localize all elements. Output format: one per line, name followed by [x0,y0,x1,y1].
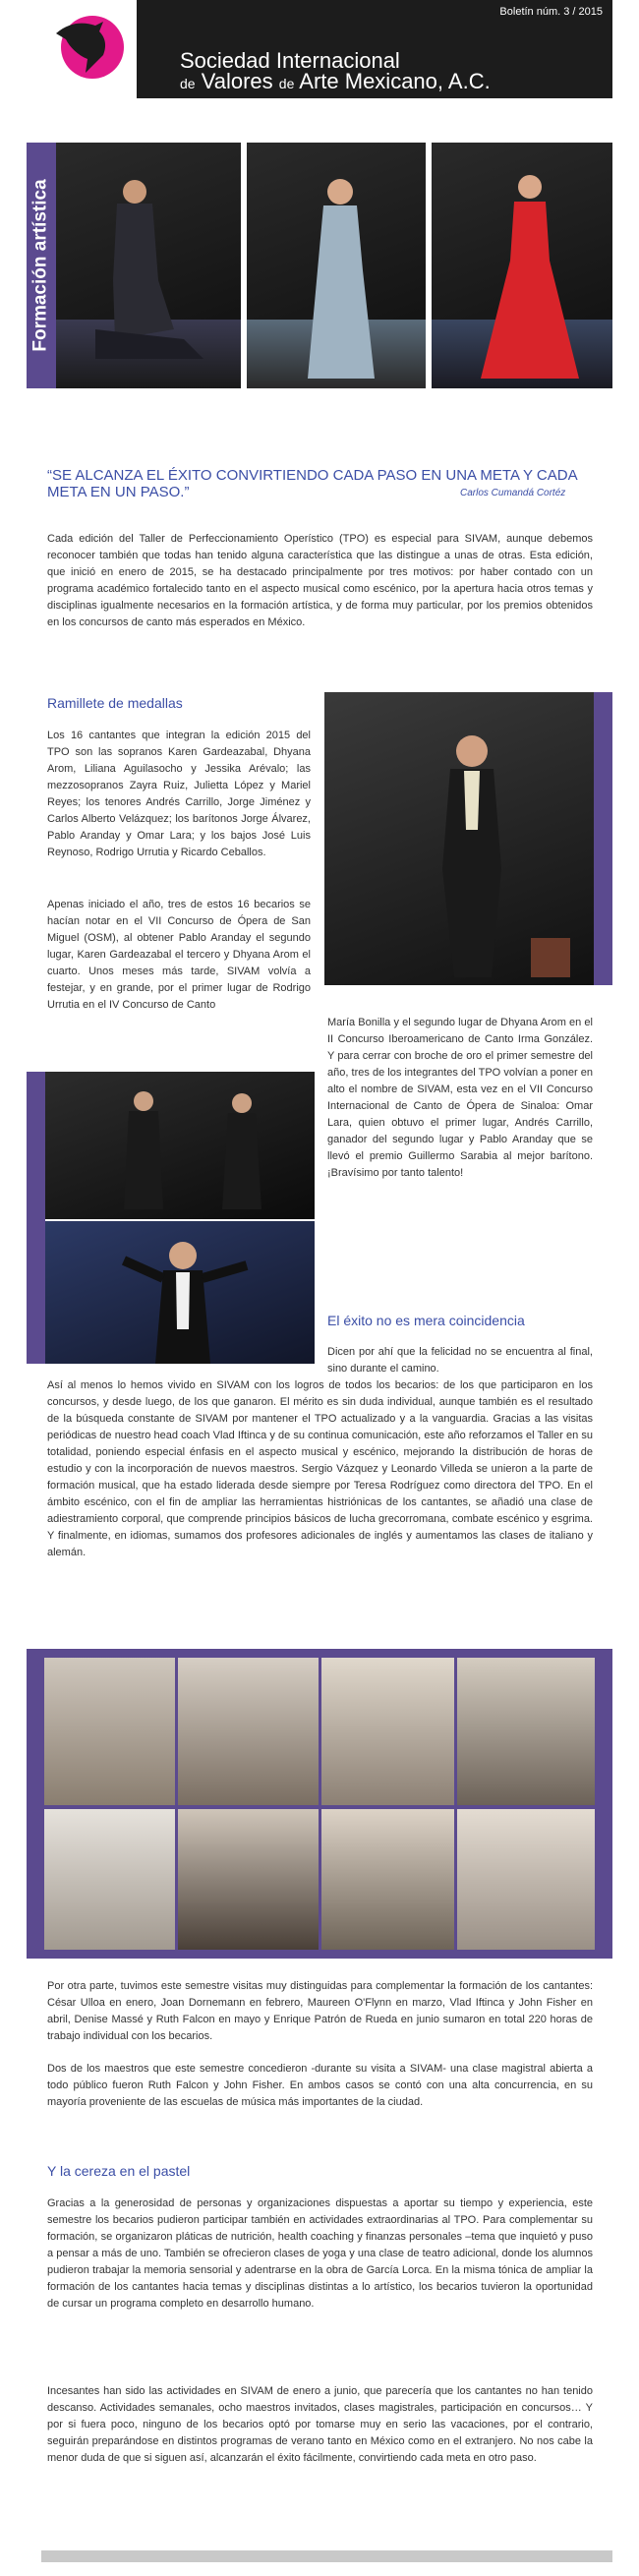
photo-class-8 [457,1809,595,1950]
bulletin-number: Boletín núm. 3 / 2015 [499,6,603,18]
photo-class-6 [178,1809,319,1950]
photo-class-7 [321,1809,454,1950]
quote-author: Carlos Cumandá Cortéz [460,488,566,498]
section-heading-cherry: Y la cereza en el pastel [47,2163,191,2179]
section4-paragraph1: Gracias a la generosidad de personas y organizaciones dispuestas a aportar su tiempo y experiencia, este semestre los becarios pudieron participar también en actividades extraordinarias al TPO. Para complementar su formación, se organizaron pláticas de nutrición, health coaching y finanzas personales –tema que inquietó y puso a pensar a más de uno. También se ofrecieron clases de yoga y una clase de teatro adicional, donde los alumnos pudieron trabajar la memoria sensorial y adentrarse en la obra de García Lorca. En la misma tónica de ampliar la formación de los cantantes hacia temas y disciplinas distintas a lo artístico, los becarios tuvieron la oportunidad de cursar un programa completo en desarrollo humano. [47,2197,593,2310]
photo-concert-group [45,1072,315,1219]
pull-quote: “SE ALCANZA EL ÉXITO CONVIRTIENDO CADA PASO EN UNA META Y CADA META EN UN PASO.” [47,467,577,500]
photo-class-3 [321,1658,454,1805]
section1-paragraph2a: Apenas iniciado el año, tres de estos 16 becarios se hacían notar en el VII Concurso de Ópera de San Miguel (OSM), al obtener Pablo Aranday el segundo lugar, Karen Gardeazabal el tercero y Dhyana Arom el cuarto. Unos meses más tarde, SIVAM volvía a festejar, y en grande, por el primer lugar de Rodrigo Urrutia en el IV Concurso de Canto [47,899,311,1011]
photo-singer-performing [45,1221,315,1364]
intro-paragraph: Cada edición del Taller de Perfeccionamiento Operístico (TPO) es especial para SIVAM, aunque debemos reconocer también que todas han tenido alguna característica que las distingue a unas de otras. Esta edición, que inició en enero de 2015, se ha destacado principalmente por tres motivos: por haber contado con un programa académico fortalecido tanto en el aspecto musical como escénico, por la apertura hacia otros temas y disciplinas igualmente necesarios en la formación artística, y de forma muy particular, por los premios obtenidos en los concursos de canto más esperados en México. [47,533,593,628]
section2-paragraph1a: Dicen por ahí que la felicidad no se encuentra al final, sino durante el camino. [327,1346,593,1375]
section-label: Formación artística [30,179,51,352]
accent-bar-right [594,692,612,985]
org-name-line1: Sociedad Internacional [180,48,400,73]
photo-soprano-red [432,143,612,388]
section3-paragraph2: Dos de los maestros que este semestre concedieron -durante su visita a SIVAM- una clase magistral abierta a todo público fueron Ruth Falcon y John Fisher. En ambos casos se contó con una alta concurrencia, en su mayoría proveniente de las escuelas de música más importantes de la ciudad. [47,2063,593,2108]
section3-paragraph1: Por otra parte, tuvimos este semestre visitas muy distinguidas para complementar la formación de los cantantes: César Ulloa en enero, Joan Dornemann en febrero, Maureen O'Flynn en marzo, Vlad Iftinca y John Fisher en abril, Denise Massé y Ruth Falcon en mayo y Enrique Patrón de Rueda en junio sumaron en total 220 horas de trabajo individual con los becarios. [47,1980,593,2042]
footer-bar [41,2550,612,2562]
header-banner [27,0,612,98]
photo-class-2 [178,1658,319,1805]
logo [27,0,137,98]
bird-icon [27,0,137,98]
section1-paragraph2b: María Bonilla y el segundo lugar de Dhyana Arom en el II Concurso Iberoamericano de Canto Irma González. Y para cerrar con broche de oro el primer semestre del año, tres de los integrantes del TPO volvían a poner en alto el nombre de SIVAM, esta vez en el VII Concurso Internacional de Canto de Ópera de Sinaloa: Omar Lara, quien obtuvo el primer lugar, Andrés Carrillo, ganador del segundo lugar y Pablo Aranday que se llevó el premio Guillermo Sarabia al mejor barítono. ¡Bravísimo por tanto talento! [327,1017,593,1179]
photo-tenor-tuxedo [324,692,594,985]
photo-class-4 [457,1658,595,1805]
accent-bar-left [27,1072,45,1364]
photo-class-1 [44,1658,175,1805]
photo-class-5 [44,1809,175,1950]
org-name-line2: de Valores de Arte Mexicano, A.C. [180,69,491,93]
section2-paragraph1b: Así al menos lo hemos vivido en SIVAM con los logros de todos los becarios: de los que participaron en los concursos, y desde luego, de los que ganaron. El mérito es sin duda individual, aunque también es el resultado de la búsqueda constante de SIVAM por mantener el TPO actualizado y a la vanguardia. Gracias a las visitas periódicas de nuestro head coach Vlad Iftinca y de su continua comunicación, este año reforzamos el Taller en su totalidad, poniendo especial énfasis en el aspecto musical y escénico, mejorando la distribución de horas de estudio y con la incorporación de nuevos maestros. Sergio Vázquez y Leonardo Villeda se unieron a la parte de formación musical, que ha estado liderada desde siempre por Teresa Rodríguez como directora del TPO. En el ámbito escénico, con el fin de ampliar las herramientas histriónicas de los cantantes, se añadió una clase de adiestramiento corporal, que comprende principios básicos de lucha grecorromana, combate escénico y esgrima. Y finalmente, en idiomas, sumamos dos profesores adicionales de inglés y aumentamos las clases de italiano y alemán. [47,1379,593,1558]
section4-paragraph2: Incesantes han sido las actividades en SIVAM de enero a junio, que parecería que los cantantes no han tenido descanso. Actividades semanales, ocho maestros invitados, clases magistrales, participación en concursos… Y por si fuera poco, ninguno de los becarios optó por tomarse muy en serio las vacaciones, por el contrario, seguirán preparándose en distintos programas de verano tanto en México como en el extranjero. No nos cabe la menor duda de que si siguen así, alcanzarán el éxito fácilmente, convirtiendo cada meta en otro paso. [47,2385,593,2464]
photo-tenor-stage [56,143,241,388]
section1-paragraph1: Los 16 cantantes que integran la edición 2015 del TPO son las sopranos Karen Gardeazabal, Dhyana Arom, Liliana Aguilasocho y Jessika Arévalo; las mezzosopranos Zayra Ruiz, Julietta López y Mariel Reyes; los tenores Andrés Carrillo, Jorge Jiménez y Carlos Alberto Velázquez; los barítonos Jorge Álvarez, Pablo Aranday y Omar Lara; y los bajos José Luis Reynoso, Rodrigo Urrutia y Ricardo Ceballos. [47,730,311,858]
section-heading-success: El éxito no es mera coincidencia [327,1313,525,1328]
photo-soprano-silver [247,143,426,388]
section-heading-medals: Ramillete de medallas [47,695,183,711]
